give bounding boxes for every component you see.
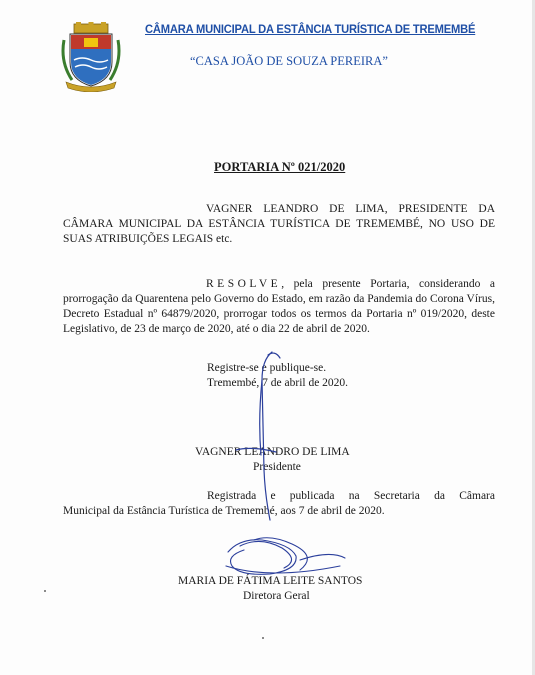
scan-speck (44, 590, 46, 592)
signer1-name: VAGNER LEANDRO DE LIMA (195, 446, 350, 458)
date-line: Tremembé, 7 de abril de 2020. (207, 377, 349, 389)
scan-speck (262, 637, 264, 639)
resolve-word: RESOLVE (206, 278, 282, 290)
signer2-role: Diretora Geral (243, 590, 310, 602)
signer2-name: MARIA DE FÁTIMA LEITE SANTOS (178, 575, 363, 587)
register-line: Registre-se e publique-se. (207, 362, 327, 374)
registration-line1: Registrada e publicada na Secretaria da Câmara (207, 490, 495, 502)
resolve-text: , pela presente Portaria, considerando a prorrogação da Quarentena pelo Governo do Estado, em razão da Pandemia do Corona Vírus, Decreto Estadual nº 64879/2020, prorrogar todos os termos da Portaria nº 019/2020, deste Legislativo, de 23 de março de 2020, até o dia 22 de abril de 2020. (63, 278, 495, 335)
org-name-heading: CÂMARA MUNICIPAL DA ESTÂNCIA TURÍSTICA DE TREMEMBÉ (145, 22, 476, 36)
paragraph-resolve (63, 277, 495, 337)
signature-director (226, 538, 345, 575)
document-title: PORTARIA Nº 021/2020 (214, 160, 346, 174)
house-name-subheading: “CASA JOÃO DE SOUZA PEREIRA” (190, 54, 388, 68)
paragraph-presidency: VAGNER LEANDRO DE LIMA, PRESIDENTE DA CÂMARA MUNICIPAL DA ESTÂNCIA TURÍSTICA DE TREMEMBÉ, NO USO DE SUAS ATRIBUIÇÕES LEGAIS etc. (63, 203, 495, 245)
registration-line2: Municipal da Estância Turística de Tremembé, aos 7 de abril de 2020. (63, 505, 385, 517)
municipal-coat-of-arms-icon (60, 22, 122, 92)
signer1-role: Presidente (253, 461, 301, 473)
